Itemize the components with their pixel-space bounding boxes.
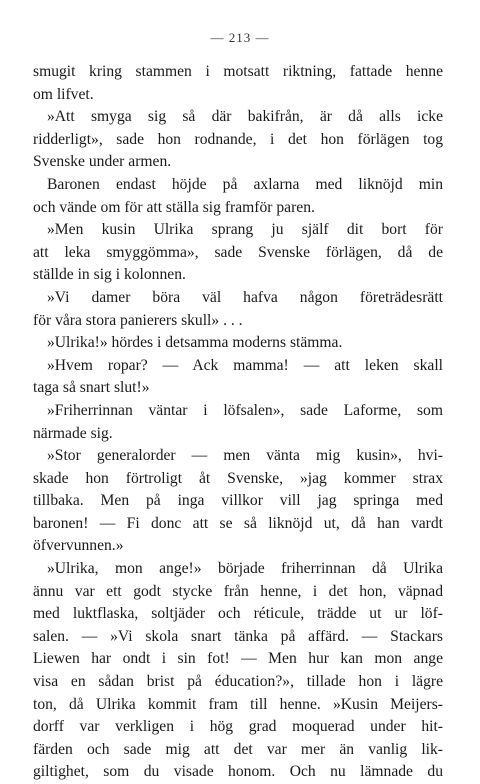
- text-line: om lifvet.: [33, 85, 94, 103]
- text-line: Baronen endast höjde på axlarna med liknöjd min: [47, 175, 443, 193]
- paragraph: [33, 355, 443, 400]
- text-line: närmade sig.: [33, 424, 113, 442]
- text-line: »Vi damer böra väl hafva någon företrädesrätt: [47, 288, 443, 306]
- text-line: Liewen har ondt i sin fot! — Men hur kan mon ange: [33, 650, 443, 668]
- text-line: ridderligt», sade hon rodnande, i det hon förlägen tog: [33, 130, 443, 148]
- paragraph: [33, 332, 443, 355]
- text-line: med luktflaska, soltjäder och réticule, trädde ut ur löf-: [33, 605, 443, 623]
- text-line: »Att smyga sig så där bakifrån, är då alls icke: [47, 108, 443, 126]
- text-line: färden och sade mig att det var mer än vanlig lik-: [33, 740, 443, 758]
- text-line: giltighet, som du visade honom. Och nu lämnade du: [33, 763, 443, 781]
- paragraph: [33, 61, 443, 106]
- text-line: ännu var ett godt stycke från henne, i det hon, väpnad: [33, 582, 443, 600]
- text-line: öfvervunnen.»: [33, 537, 124, 555]
- paragraph: [33, 174, 443, 219]
- text-line: taga så snart slut!»: [33, 379, 150, 397]
- text-line: salen. — »Vi skola snart tänka på affärd. — Stackars: [33, 627, 443, 645]
- text-line: Svenske under armen.: [33, 153, 172, 171]
- text-line: »Ulrika, mon ange!» började friherrinnan då Ulrika: [47, 560, 443, 578]
- text-line: »Ulrika!» hördes i detsamma moderns stämma.: [47, 334, 343, 352]
- text-line: visa en sådan brist på éducation?», tillade hon i lägre: [33, 673, 443, 691]
- text-line: »Friherrinnan väntar i löfsalen», sade Laforme, som: [47, 401, 443, 419]
- paragraph: [33, 219, 443, 287]
- page-number: — 213 —: [210, 30, 270, 45]
- text-line: smugit kring stammen i motsatt riktning, fattade henne: [33, 63, 443, 80]
- paragraph: [33, 106, 443, 174]
- text-line: dorff var verkligen i hög grad moquerad under hit-: [33, 718, 443, 736]
- text-line: baronen! — Fi donc att se så liknöjd ut, då han vardt: [33, 514, 443, 532]
- text-line: för våra stora panierers skull» . . .: [33, 311, 243, 329]
- text-line: och vände om för att ställa sig framför paren.: [33, 198, 315, 216]
- paragraph: [33, 287, 443, 332]
- text-line: »Stor generalorder — men vänta mig kusin», hvi-: [47, 447, 443, 465]
- text-line: ställde in sig i kolonnen.: [33, 266, 186, 284]
- body-text: [33, 61, 443, 784]
- text-line: att leka smyggömma», sade Svenske förlägen, då de: [33, 243, 443, 261]
- paragraph: [33, 445, 443, 558]
- text-line: skade hon förtroligt åt Svenske, »jag kommer strax: [33, 469, 443, 487]
- text-line: ton, då Ulrika kommit fram till henne. »Kusin Meijers-: [33, 695, 443, 713]
- paragraph: [33, 558, 443, 784]
- text-line: »Men kusin Ulrika sprang ju själf dit bort för: [47, 221, 443, 239]
- text-line: »Hvem ropar? — Ack mamma! — att leken skall: [47, 356, 443, 374]
- text-line: tillbaka. Men på inga villkor vill jag springa med: [33, 492, 443, 510]
- paragraph: [33, 400, 443, 445]
